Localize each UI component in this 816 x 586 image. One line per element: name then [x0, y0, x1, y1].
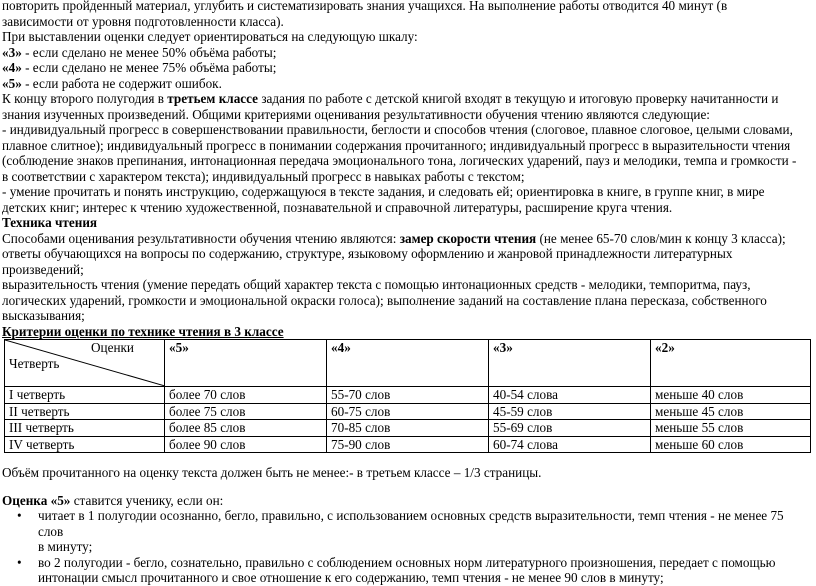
- technique-line: ответы обучающихся на вопросы по содержанию, структуре, языковому оформлению и жанровой принадлежности литературных: [2, 246, 733, 261]
- corner-label-marks: Оценки: [91, 340, 134, 355]
- table-cell: меньше 55 слов: [651, 420, 811, 437]
- list-item: [17, 554, 812, 586]
- table-cell: меньше 45 слов: [651, 403, 811, 420]
- list-item-line: интонации смысл прочитанного и свое отношение к его содержанию, темп чтения - не менее 90 слов в минуту;: [38, 570, 664, 585]
- grade5-title: [2, 493, 812, 509]
- table-cell: меньше 40 слов: [651, 387, 811, 404]
- intro-line-2: зависимости от уровня подготовленности класса).: [2, 13, 284, 29]
- corner-label-quarter: Четверть: [9, 356, 60, 371]
- table-cell: 75-90 слов: [327, 436, 489, 453]
- grade5-label: Оценка «5»: [2, 492, 71, 508]
- scale-mark: «4»: [2, 60, 22, 75]
- table-cell: более 90 слов: [165, 436, 327, 453]
- scale-item-3: [2, 45, 812, 61]
- criteria-bold: третьем классе: [167, 91, 259, 106]
- criteria-line-2: знания изученных произведений. Общими критериями оценивания результативности обучения чтению являются следующие:: [2, 106, 710, 122]
- criteria-line: детских книг; интерес к чтению художественной, познавательной и справочной литературы, расширение круга чтения.: [2, 199, 673, 215]
- technique-line: произведений;: [2, 261, 84, 277]
- criteria-line: в соответствии с характером текста); индивидуальный прогресс в навыках работы с текстом;: [2, 168, 525, 184]
- table-header-cell: «4»: [327, 340, 489, 387]
- table-header-cell: «2»: [651, 340, 811, 387]
- table-cell: более 85 слов: [165, 420, 327, 437]
- table-corner-cell: [5, 340, 165, 387]
- scale-item-4: [2, 60, 812, 76]
- table-cell: более 75 слов: [165, 403, 327, 420]
- list-item-line: во 2 полугодии - бегло, сознательно, правильно с соблюдением основных норм литературного произношения, передает с помощью: [38, 554, 776, 570]
- technique-line: логических ударений, громкости и эмоциональной окраски голоса); выполнение заданий на составление плана пересказа, собственного: [2, 292, 767, 308]
- quarter-cell: II четверть: [5, 403, 165, 420]
- table-row: [5, 420, 811, 437]
- table-cell: более 70 слов: [165, 387, 327, 404]
- table-header-row: [5, 340, 811, 387]
- table-row: [5, 387, 811, 404]
- scale-text: - если сделано не менее 50% объёма работы;: [21, 44, 277, 60]
- grade5-list: [2, 508, 812, 586]
- table-cell: 40-54 слова: [489, 387, 651, 404]
- technique-text: (не менее 65-70 слов/мин к концу 3 класса);: [536, 230, 786, 246]
- criteria-line: - индивидуальный прогресс в совершенствовании правильности, беглости и способов чтения (слоговое, плавное слоговое, целыми словами,: [2, 122, 793, 137]
- table-header-cell: «3»: [489, 340, 651, 387]
- technique-line-1: [2, 231, 812, 247]
- scale-mark: «3»: [2, 44, 22, 60]
- criteria-line: плавное слитное); индивидуальный прогресс в понимании содержания прочитанного; индивидуальный прогресс в выразительности чтения: [2, 137, 791, 153]
- scale-text: - если работа не содержит ошибок.: [21, 75, 222, 91]
- table-cell: 45-59 слов: [489, 403, 651, 420]
- table-row: [5, 403, 811, 420]
- technique-heading: Техника чтения: [2, 215, 98, 230]
- quarter-cell: IV четверть: [5, 436, 165, 453]
- technique-line: выразительность чтения (умение передать общий характер текста с помощью интонационных средств - мелодики, темпоритма, пауз,: [2, 277, 751, 292]
- criteria-text: задания по работе с детской книгой входят в текущую и итоговую проверку начитанности и: [258, 91, 779, 106]
- quarter-cell: III четверть: [5, 420, 165, 437]
- technique-bold: замер скорости чтения: [399, 230, 537, 246]
- quarter-cell: I четверть: [5, 387, 165, 404]
- technique-line: высказывания;: [2, 308, 85, 323]
- table-cell: 55-69 слов: [489, 420, 651, 437]
- criteria-line: (соблюдение знаков препинания, интонационная передача эмоционального тона, логических ударений, пауз и мелодики, темпа и громкости -: [2, 153, 797, 168]
- document: [2, 0, 812, 586]
- criteria-line-1: [2, 91, 812, 107]
- volume-note: Объём прочитанного на оценку текста должен быть не менее:- в третьем классе – 1/3 страницы.: [2, 465, 542, 480]
- scale-item-5: [2, 76, 812, 92]
- scale-intro: При выставлении оценки следует ориентироваться на следующую шкалу:: [2, 29, 418, 44]
- table-cell: 60-74 слова: [489, 436, 651, 453]
- technique-text: Способами оценивания результативности обучения чтению являются:: [2, 230, 400, 246]
- table-cell: 70-85 слов: [327, 420, 489, 437]
- table-cell: 60-75 слов: [327, 403, 489, 420]
- grade5-label-rest: ставится ученику, если он:: [70, 492, 224, 508]
- scale-mark: «5»: [2, 75, 22, 91]
- criteria-text: К концу второго полугодия в: [2, 91, 168, 106]
- spacer: [2, 481, 812, 493]
- list-item: [17, 508, 812, 555]
- table-cell: меньше 60 слов: [651, 436, 811, 453]
- criteria-line: - умение прочитать и понять инструкцию, содержащуюся в тексте задания, и следовать ей; ориентировка в книге, в группе книг, в мире: [2, 184, 765, 199]
- scale-text: - если сделано не менее 75% объёма работы;: [21, 60, 277, 75]
- table-caption: Критерии оценки по технике чтения в 3 классе: [2, 323, 284, 339]
- bullet-icon: •: [17, 554, 22, 570]
- intro-line-1: повторить пройденный материал, углубить и систематизировать знания учащихся. На выполнение работы отводится 40 минут (в: [2, 0, 728, 13]
- bullet-icon: •: [17, 508, 22, 523]
- spacer: [2, 453, 812, 465]
- reading-speed-table: [4, 339, 811, 453]
- table-cell: 55-70 слов: [327, 387, 489, 404]
- table-header-cell: «5»: [165, 340, 327, 387]
- list-item-line: читает в 1 полугодии осознанно, бегло, правильно, с использованием основных средств выразительности, темп чтения - не менее 75 слов: [38, 508, 784, 539]
- list-item-line: в минуту;: [38, 539, 93, 554]
- table-row: [5, 436, 811, 453]
